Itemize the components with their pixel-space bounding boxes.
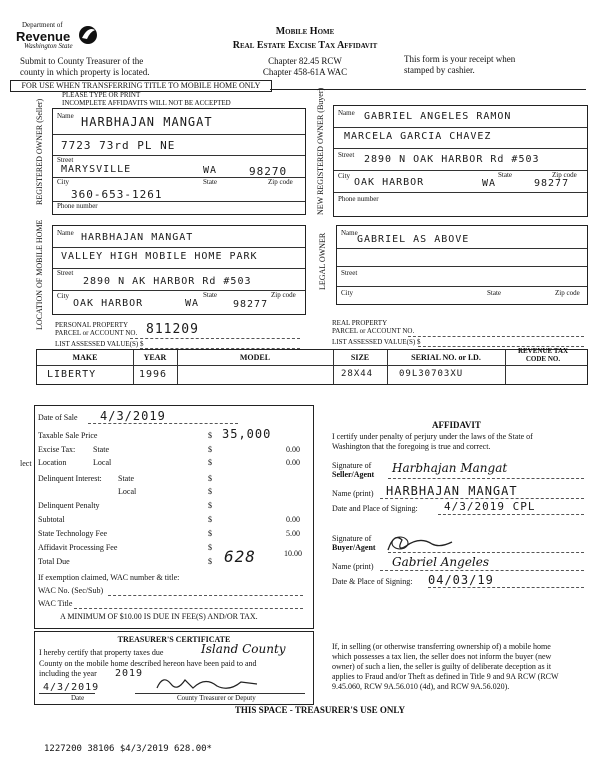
excise-local-dollar: $ bbox=[208, 458, 212, 467]
submit-line1: Submit to County Treasurer of the bbox=[20, 56, 144, 66]
form-title: Mobile Home bbox=[275, 26, 335, 37]
seller-box bbox=[52, 108, 306, 215]
buyer-name2: MARCELA GARCIA CHAVEZ bbox=[344, 131, 492, 142]
sig-buyer-label2: Buyer/Agent bbox=[332, 543, 376, 552]
vehicle-serial: 09L30703XU bbox=[399, 369, 464, 379]
seller-name-print-label: Name (print) bbox=[332, 489, 374, 498]
location-state: WA bbox=[185, 298, 200, 309]
delinquent-penalty-label: Delinquent Penalty bbox=[38, 501, 100, 510]
submit-line2: county in which property is located. bbox=[20, 67, 150, 77]
legal-name-label: Name bbox=[341, 229, 358, 237]
chapter-rcw: Chapter 82.45 RCW bbox=[268, 56, 342, 66]
delinquent-interest-row bbox=[38, 474, 308, 483]
treasurer-county: Island County bbox=[201, 642, 286, 656]
lien-line2: which possesses a tax lien, the seller does not inform the buyer (new bbox=[332, 652, 552, 661]
buyer-date-label: Date & Place of Signing: bbox=[332, 577, 413, 586]
taxable-value: 35,000 bbox=[222, 427, 272, 441]
excise-local: 0.00 bbox=[286, 458, 300, 467]
lien-line5: 9.45.060, RCW 9A.56.010 (4d), and RCW 9A.56.020). bbox=[332, 682, 510, 691]
interest-state-label: State bbox=[118, 474, 134, 483]
vehicle-size: 28X44 bbox=[341, 369, 374, 379]
treasurer-signature-icon bbox=[153, 672, 263, 694]
date-of-sale-row bbox=[38, 409, 308, 423]
location-name: HARBHAJAN MANGAT bbox=[81, 232, 194, 243]
penalty-dollar: $ bbox=[208, 501, 212, 510]
total-due-value: 628 bbox=[224, 547, 256, 566]
processing-fee-value: 10.00 bbox=[284, 549, 302, 558]
delinquent-interest-label: Delinquent Interest: bbox=[38, 474, 102, 483]
tech-fee-row bbox=[38, 529, 308, 538]
seller-date-label: Date and Place of Signing: bbox=[332, 504, 418, 513]
date-of-sale: 4/3/2019 bbox=[100, 409, 166, 423]
treasurer-line1: I hereby certify that property taxes due bbox=[39, 648, 164, 657]
legal-name: GABRIEL AS ABOVE bbox=[357, 234, 470, 245]
serial-header: SERIAL NO. or I.D. bbox=[411, 353, 481, 362]
excise-label: Excise Tax: bbox=[38, 445, 76, 454]
buyer-name-print-label: Name (print) bbox=[332, 562, 374, 571]
seller-signature: Harbhajan Mangat bbox=[392, 461, 508, 475]
personal-parcel-label: PARCEL or ACCOUNT NO. bbox=[55, 329, 138, 337]
seller-state-label: State bbox=[203, 178, 217, 186]
buyer-zip-label: Zip code bbox=[552, 171, 577, 179]
interest-local-dollar: $ bbox=[208, 487, 212, 496]
treasurer-title: TREASURER'S CERTIFICATE bbox=[117, 635, 231, 644]
seller-name: HARBHAJAN MANGAT bbox=[81, 115, 213, 129]
vehicle-year: 1996 bbox=[139, 369, 168, 380]
excise-local-label: Local bbox=[93, 458, 112, 467]
seller-side-label: REGISTERED OWNER (Seller) bbox=[35, 98, 44, 205]
seller-street-line: 7723 73rd PL NE bbox=[61, 139, 176, 152]
affidavit-certify2: Washington that the foregoing is true and correct. bbox=[332, 442, 491, 451]
lien-line1: If, in selling (or otherwise transferring ownership of) a mobile home bbox=[332, 642, 551, 651]
seller-city: MARYSVILLE bbox=[61, 164, 132, 175]
legal-zip-label: Zip code bbox=[555, 289, 580, 297]
dept-line2: Revenue bbox=[16, 29, 71, 44]
location-side-label: LOCATION OF MOBILE HOME bbox=[35, 219, 44, 330]
legal-street-label: Street bbox=[341, 269, 358, 277]
interest-local-label: Local bbox=[118, 487, 137, 496]
personal-parcel-no: 811209 bbox=[146, 322, 199, 337]
dor-logo bbox=[10, 22, 98, 52]
buyer-name1: GABRIEL ANGELES RAMON bbox=[364, 111, 512, 122]
size-header: SIZE bbox=[350, 353, 370, 362]
real-property-label: REAL PROPERTY bbox=[332, 319, 388, 327]
buyer-zip: 98277 bbox=[534, 178, 570, 189]
personal-assessed-label: LIST ASSESSED VALUE(S) $ bbox=[55, 340, 144, 348]
seller-zip-label: Zip code bbox=[268, 178, 293, 186]
wac-no-row bbox=[38, 586, 308, 595]
chapter-wac: Chapter 458-61A WAC bbox=[262, 67, 348, 77]
treasurer-year: 2019 bbox=[115, 668, 144, 679]
vehicle-make: LIBERTY bbox=[47, 369, 97, 380]
treasurer-date-label: Date bbox=[71, 694, 85, 702]
exempt-label: If exemption claimed, WAC number & title: bbox=[38, 573, 180, 582]
personal-property-label: PERSONAL PROPERTY bbox=[55, 321, 129, 329]
location-zip: 98277 bbox=[233, 299, 269, 310]
location-label: Location bbox=[38, 458, 67, 467]
excise-state-dollar: $ bbox=[208, 445, 212, 454]
treasurer-date: 4/3/2019 bbox=[43, 682, 100, 693]
tech-fee-value: 5.00 bbox=[286, 529, 300, 538]
real-assessed-label: LIST ASSESSED VALUE(S) $ bbox=[332, 338, 421, 346]
buyer-name-label: Name bbox=[338, 109, 355, 117]
delinquent-penalty-row bbox=[38, 501, 308, 510]
lien-line3: owner) of such a lien, the seller is guilty of deliberate deception as it bbox=[332, 662, 552, 671]
incomplete-note: INCOMPLETE AFFIDAVITS WILL NOT BE ACCEPTED bbox=[62, 99, 231, 107]
seller-date-place: 4/3/2019 CPL bbox=[444, 500, 536, 513]
wac-no-label: WAC No. (Sec/Sub) bbox=[38, 586, 104, 595]
buyer-side-label: NEW REGISTERED OWNER (Buyer) bbox=[316, 87, 325, 215]
seller-phone-label: Phone number bbox=[57, 202, 98, 210]
sig-seller-label1: Signature of bbox=[332, 461, 372, 470]
seller-street-label: Street bbox=[57, 156, 74, 164]
treasurer-signer-label: County Treasurer or Deputy bbox=[177, 694, 256, 702]
location-park: VALLEY HIGH MOBILE HOME PARK bbox=[61, 251, 258, 262]
buyer-phone-label: Phone number bbox=[338, 195, 379, 203]
buyer-date-place: 04/03/19 bbox=[428, 573, 494, 587]
legal-city-label: City bbox=[341, 289, 354, 297]
year-header: YEAR bbox=[143, 353, 167, 362]
location-state-label: State bbox=[203, 291, 217, 299]
minimum-note: A MINIMUM OF $10.00 IS DUE IN FEE(S) AND/OR TAX. bbox=[60, 612, 258, 621]
cashier-stamp: 1227200 38106 $4/3/2019 628.00* bbox=[44, 744, 212, 754]
subtotal-dollar: $ bbox=[208, 515, 212, 524]
location-city: OAK HARBOR bbox=[73, 298, 144, 309]
taxable-dollar: $ bbox=[208, 431, 212, 440]
treasurer-line3: including the year bbox=[39, 669, 97, 678]
use-banner: FOR USE WHEN TRANSFERRING TITLE TO MOBILE HOME ONLY bbox=[10, 80, 272, 92]
tech-fee-label: State Technology Fee bbox=[38, 529, 108, 538]
seller-name-print: HARBHAJAN MANGAT bbox=[386, 484, 518, 498]
wac-title-row bbox=[38, 599, 308, 608]
dept-line1: Department of bbox=[22, 21, 63, 29]
total-dollar: $ bbox=[208, 557, 212, 566]
model-header: MODEL bbox=[239, 353, 271, 362]
taxable-row bbox=[38, 427, 308, 441]
vehicle-table bbox=[36, 349, 588, 385]
sig-seller-label2: Seller/Agent bbox=[332, 470, 375, 479]
buyer-street-label: Street bbox=[338, 151, 355, 159]
location-street: 2890 N AK HARBOR Rd #503 bbox=[83, 276, 252, 287]
seller-name-label: Name bbox=[57, 112, 74, 120]
processing-fee-dollar: $ bbox=[208, 543, 212, 552]
treasurer-line2: County on the mobile home described hereon have been paid to and bbox=[39, 659, 257, 668]
total-due-label: Total Due bbox=[38, 557, 70, 566]
subtotal-row bbox=[38, 515, 308, 524]
sig-buyer-label1: Signature of bbox=[332, 534, 372, 543]
buyer-state: WA bbox=[482, 178, 497, 189]
interest-state-dollar: $ bbox=[208, 474, 212, 483]
location-city-label: City bbox=[57, 292, 70, 300]
date-of-sale-label: Date of Sale bbox=[38, 413, 78, 422]
excise-state-label: State bbox=[93, 445, 109, 454]
exempt-row bbox=[38, 573, 308, 582]
edge-text: lect bbox=[20, 459, 32, 468]
lien-line4: applies to Fraud and/or Theft as defined in Title 9 and 9A RCW (RCW bbox=[332, 672, 559, 681]
subtotal-value: 0.00 bbox=[286, 515, 300, 524]
buyer-name-print: Gabriel Angeles bbox=[392, 555, 490, 569]
buyer-city-label: City bbox=[338, 172, 351, 180]
seller-zip: 98270 bbox=[249, 165, 288, 178]
legal-side-label: LEGAL OWNER bbox=[318, 232, 327, 290]
location-zip-label: Zip code bbox=[271, 291, 296, 299]
location-box bbox=[52, 225, 306, 315]
affidavit-certify1: I certify under penalty of perjury under the laws of the State of bbox=[332, 432, 533, 441]
form-subtitle: Real Estate Excise Tax Affidavit bbox=[232, 40, 378, 51]
buyer-box bbox=[333, 105, 588, 217]
processing-fee-label: Affidavit Processing Fee bbox=[38, 543, 118, 552]
excise-state: 0.00 bbox=[286, 445, 300, 454]
real-parcel-label: PARCEL or ACCOUNT NO. bbox=[332, 327, 415, 335]
taxable-label: Taxable Sale Price bbox=[38, 431, 98, 440]
tax-code-header: REVENUE TAX CODE NO. bbox=[517, 347, 569, 363]
swoosh-logo-icon bbox=[78, 24, 98, 46]
buyer-city: OAK HARBOR bbox=[354, 177, 425, 188]
seller-phone: 360-653-1261 bbox=[71, 188, 163, 201]
treasurer-use-only: THIS SPACE - TREASURER'S USE ONLY bbox=[234, 705, 406, 715]
wac-title-label: WAC Title bbox=[38, 599, 73, 608]
receipt-line2: stamped by cashier. bbox=[404, 65, 475, 75]
seller-city-label: City bbox=[57, 178, 70, 186]
receipt-line1: This form is your receipt when bbox=[404, 54, 516, 64]
legal-state-label: State bbox=[487, 289, 501, 297]
dept-line3: Washington State bbox=[24, 42, 73, 50]
tech-fee-dollar: $ bbox=[208, 529, 212, 538]
subtotal-label: Subtotal bbox=[38, 515, 65, 524]
make-header: MAKE bbox=[72, 353, 98, 362]
buyer-state-label: State bbox=[498, 171, 512, 179]
location-name-label: Name bbox=[57, 229, 74, 237]
buyer-street: 2890 N OAK HARBOR Rd #503 bbox=[364, 154, 540, 165]
location-street-label: Street bbox=[57, 269, 74, 277]
seller-state: WA bbox=[203, 165, 218, 176]
type-print: PLEASE TYPE OR PRINT bbox=[62, 91, 141, 99]
excise-state-row bbox=[38, 445, 308, 454]
treasurer-box bbox=[34, 631, 314, 705]
excise-local-row bbox=[38, 458, 308, 467]
affidavit-title: AFFIDAVIT bbox=[432, 420, 481, 430]
legal-owner-box bbox=[336, 225, 588, 305]
